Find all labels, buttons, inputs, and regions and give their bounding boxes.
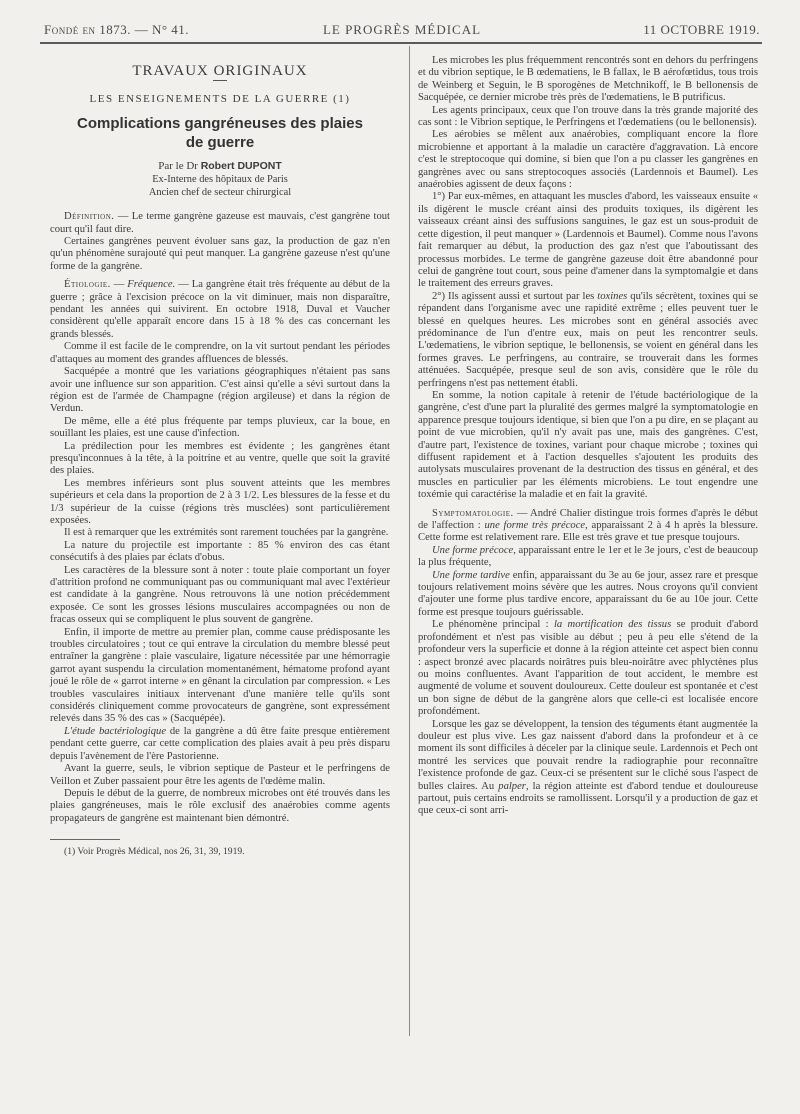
right-column [418,55,758,818]
paragraph: La prédilection pour les membres est évidente ; les gangrènes étant presqu'inconnues à la tête, à la poitrine et au ventre, quelle que soit la gravité des plaies. [50,440,390,477]
paragraph: Il est à remarquer que les extrémités sont rarement touchées par la gangrène. [64,527,389,539]
paragraph: Sacquépée a montré que les variations géographiques n'étaient pas sans avoir une influence sur son apparition. C'est ainsi qu'elle a sévi surtout dans la région est de l'armée de Champagne (région argileuse) et dans la région de Verdun. [50,366,390,415]
paragraph: Comme il est facile de le comprendre, on la vit surtout pendant les périodes d'attaques au moment des grandes affluences de blessés. [50,341,390,365]
author-prefix: Par le Dr [158,159,201,172]
mortification-text-a: Le phénomène principal : [432,619,554,631]
footnote: (1) Voir Progrès Médical, nos 26, 31, 39, 1919. [64,846,245,858]
bacteriology-text: de la gangrène a dû être faite presque entièrement pendant cette guerre, car cette complication des plaies avait à peu près disparu depuis l'avènement de l'ère Pastorienne. [50,725,390,762]
mortification-text-b: se produit d'abord profondément et n'est pas visible au début ; peu à peu elle s'étend de la profondeur vers la superficie et donne à la région atteinte cet aspect bien connu : aspect bronzé avec placards noirâtres puis bleu-noirâtre avec phlyctènes plus ou moins confluentes. Avant l'apparition de tout accident, le membre est augmenté de volume et souvent douloureux. Cette douleur est spontanée et c'est un bon signe de début de la gangrène alors que celle-ci est localisée encore profondément. [418,619,759,718]
paragraph: Avant la guerre, seuls, le vibrion septique de Pasteur et le perfringens de Veillon et Zuber passaient pour être les agents de l'œdème malin. [50,763,390,787]
paragraph: En somme, la notion capitale à retenir de l'étude bactériologique de la gangrène, c'est d'une part la pluralité des germes malgré la symptomatologie en apparence presque toujours identique, si bien que l'on a pu dire, en se plaçant au point de vue microbien, qu'il n'y avait pas une, mais des gangrènes. C'est, d'autre part, l'existence de toxines, variant pour chaque microbe ; toxines qui diffusent rapidement et à l'action desquelles s'ajoutent les produits des autolysats musculaires provenant de la destruction des tissus en général, et des muscles en particulier par les éléments microbiens. Le tout engendre une toxémie qui caractérise la maladie et en fait la gravité. [418,389,758,501]
very-early-form: une forme très précoce [484,520,586,532]
symptomatology-heading: Symptomatologie. [432,507,514,519]
gas-text-b: , la région atteinte est d'abord tendue et douloureuse partout, puis certains endroits se ramollissent. Lorsqu'il y a production de gaz et que ceux-ci sont arri- [418,780,759,817]
early-form-text: , apparaissant entre le 1er et le 3e jours, c'est de beaucoup la plus fréquente, [418,544,759,569]
running-header [44,22,760,40]
paragraph: La nature du projectile est importante : 85 % environ des cas étant consécutifs à des plaies par éclats d'obus. [50,539,390,564]
author-affiliation-1: Ex-Interne des hôpitaux de Paris [152,174,288,186]
author-line [50,160,390,172]
header-rule [40,42,762,44]
article-title-line2: de guerre [185,133,255,151]
author-affiliation-2: Ancien chef de secteur chirurgical [148,187,292,199]
symptomatology-text-b: , apparaissant 2 à 4 h après la blessure. Cette forme est relativement rare. Elle est très grave et tue presque toujours. [418,520,758,544]
paragraph-gas [418,719,758,818]
paragraph-symptomatology [418,508,758,545]
paragraph: 1°) Par eux-mêmes, en attaquant les muscles d'abord, les vaisseaux ensuite « ils digèrent le muscle créant ainsi des produits toxiques, ils digèrent les vaisseaux créant ainsi des suffusions sanguines, le gaz est un sous-produit de cette digestion, il peut manquer » (Lardennois et Baumel). Comme nous l'avons fait remarquer au début, la production des gaz n'est que l'aboutissant des processus morbides. Le terme de gangrène gazeuse doit être abandonné pour celui de gangrène tout court, sous peine d'amener dans la symptomalgie et dans le traitement des erreurs graves. [418,191,758,290]
series-title: LES ENSEIGNEMENTS DE LA GUERRE (1) [89,93,351,106]
palper-emphasis: palper [498,780,526,792]
column-divider [409,46,410,1036]
late-form-text: enfin, apparaissant du 3e au 6e jour, assez rare et presque toujours relativement moins sévère que les autres. Nous croyons qu'il convient d'ajouter une forme plus tardive encore, apparaissant du 6e au 10e jour. Cette forme est presque toujours guérissable. [418,569,759,618]
paragraph: Depuis le début de la guerre, de nombreux microbes ont été trouvés dans les plaies gangréneuses, mais le rôle exclusif des anaérobies comme agents propagateurs de gangrène est maintenant bien démontré. [50,787,390,824]
toxins-text-b: qu'ils sécrètent, toxines qui se répandent dans l'organisme avec une rapidité extrême ; elles peuvent tuer le blessé en quelques heures. Les microbes sont en général associés avec prédominance de l'un d'entre eux, mais on peut les rencontrer seuls. L'œdematiens, le vibrion septique, le bellonensis, se voient en général dans les formes graves. Le perfringens, au contraire, se trouverait dans les formes atténuées. Sacquépée, presque seul de son avis, considère que le rôle du perfringens n'est pas nettement établi. [418,290,758,389]
paragraph-bacteriology [50,726,390,763]
paragraph: Les aérobies se mêlent aux anaérobies, compliquant encore la flore microbienne et apportant à la maladie un caractère d'aggravation. Là encore c'est le streptocoque qui domine, si bien que l'on a pu classer les gangrènes en gangrènes avec ou sans streptocoques associés (Lardennois et Baumel). Les anaérobies agissent de deux façons : [418,129,758,191]
toxins-emphasis: toxines [597,290,628,302]
issue-date: 11 OCTOBRE 1919. [643,22,760,37]
paragraph: Certaines gangrènes peuvent évoluer sans gaz, la production de gaz n'en qu'un phénomène surajouté qui peut manquer. La gangrène gazeuse n'est qu'une forme de la gangrène. [50,236,390,272]
paragraph-etiology: Étiologie. — Fréquence. — La gangrène était très fréquente au début de la guerre ; grâce à l'excision précoce on la vit diminuer, mais non disparaître, pendant les années qui suivirent. En octobre 1918, Duval et Vaucher considèrent qu'elle apparaît encore dans 15 à 18 % des cas concernant les grands blessés. [50,279,391,340]
bacteriology-subheading: L'étude bactériologique [64,725,167,737]
early-form: Une forme précoce [432,544,514,556]
toxins-text-a: 2°) Ils agissent aussi et surtout par les [432,290,598,302]
paragraph: Les caractères de la blessure sont à noter : toute plaie comportant un foyer d'attrition profond ne communiquant pas ou communiquant mal avec l'extérieur est candidate à la gangrène. Nous retrouvons là une notion précédemment exposée. Ce sont les grosses lésions musculaires accompagnées ou non de fracas osseux qui se compliquent le plus souvent de gangrène. [50,564,390,626]
paragraph: Les microbes les plus fréquemment rencontrés sont en dehors du perfringens et du vibrion septique, le B œdematiens, le B fallax, le B aérofœtidus, tous trois de Weinberg et Seguin, le B sporogènes de Metchnikoff, le B bellonensis de Sacquépée, ce dernier microbe très près de l'œdematiens, le B putrificus. [418,55,758,104]
paragraph-mortification [418,619,758,718]
footnote-rule [50,839,120,840]
paragraph: Les membres inférieurs sont plus souvent atteints que les membres supérieurs et cela dans la proportion de 2 à 3 1/2. Les blessures de la fesse et du 1/3 supérieur de la cuisse (régions très musclées) sont particulièrement exposées. [50,477,390,526]
etiology-heading: Étiologie. [64,279,111,291]
journal-title: LE PROGRÈS MÉDICAL [322,22,482,37]
section-heading: TRAVAUX ORIGINAUX [132,63,308,79]
founded-note: Fondé en 1873. — N° 41. [44,22,190,37]
author-name: Robert DUPONT [200,159,282,172]
left-column [50,55,390,859]
frequency-subheading: Fréquence. [127,279,176,291]
article-title [50,114,390,152]
paragraph-late-form [418,570,758,620]
section-dash [213,80,227,81]
article-title-line1: Complications gangréneuses des plaies [77,114,363,132]
paragraph-definition [50,211,390,236]
symptomatology-text-a: — André Chalier distingue trois formes d'après le début de l'affection : [418,507,758,532]
etiology-text: — La gangrène était très fréquente au début de la guerre ; grâce à l'excision précoce on la vit diminuer, mais non disparaître, pendant les années qui suivirent. En octobre 1918, Duval et Vaucher considèrent qu'elle apparaît encore dans 15 à 18 % des cas concernant les grands blessés. [50,279,391,340]
late-form: Une forme tardive [432,569,510,581]
paragraph: De même, elle a été plus fréquente par temps pluvieux, car la boue, en souillant les plaies, est une cause d'infection. [50,415,390,440]
definition-text: — Le terme gangrène gazeuse est mauvais, c'est gangrène tout court qu'il faut dire. [50,211,390,235]
paragraph: Enfin, il importe de mettre au premier plan, comme cause prédisposante les troubles circulatoires ; tout ce qui entrave la circulation du membre blessé peut entraîner la gangrène : plaie vasculaire, ligature nécessitée par une hémorragie garrot ayant suspendu la circulation momentanément, hématome profond ayant joué le rôle de « garrot interne » en gênant la circulation par compression. « Les troubles vasculaires initiaux intervenant d'une manière telle qu'ils sont considérés cliniquement comme provocateurs de gangrène, sont expressément relevés dans 35 % des cas » (Sacquépée). [50,626,390,725]
mortification-emphasis: la mortification des tissus [553,619,672,631]
paragraph-toxins [418,291,758,390]
paragraph: Les agents principaux, ceux que l'on trouve dans la très grande majorité des cas sont : le Vibrion septique, le Perfringens et l'œdematiens (ou le bellonensis). [418,104,758,129]
paragraph-early-form [418,545,758,570]
gas-text-a: Lorsque les gaz se développent, la tension des téguments étant augmentée la douleur est plus vive. Les gaz naissent d'abord dans la profondeur et à ce moment ils sont difficiles à déceler par la clinique seule. Lardennois et Pech ont montré les services que pouvait rendre la radiographie pour reconnaître l'existence profonde de gaz. Ceux-ci se présentent sur le cliché sous l'aspect de bulles claires. Au [418,718,758,792]
definition-heading: Définition. [64,211,115,223]
